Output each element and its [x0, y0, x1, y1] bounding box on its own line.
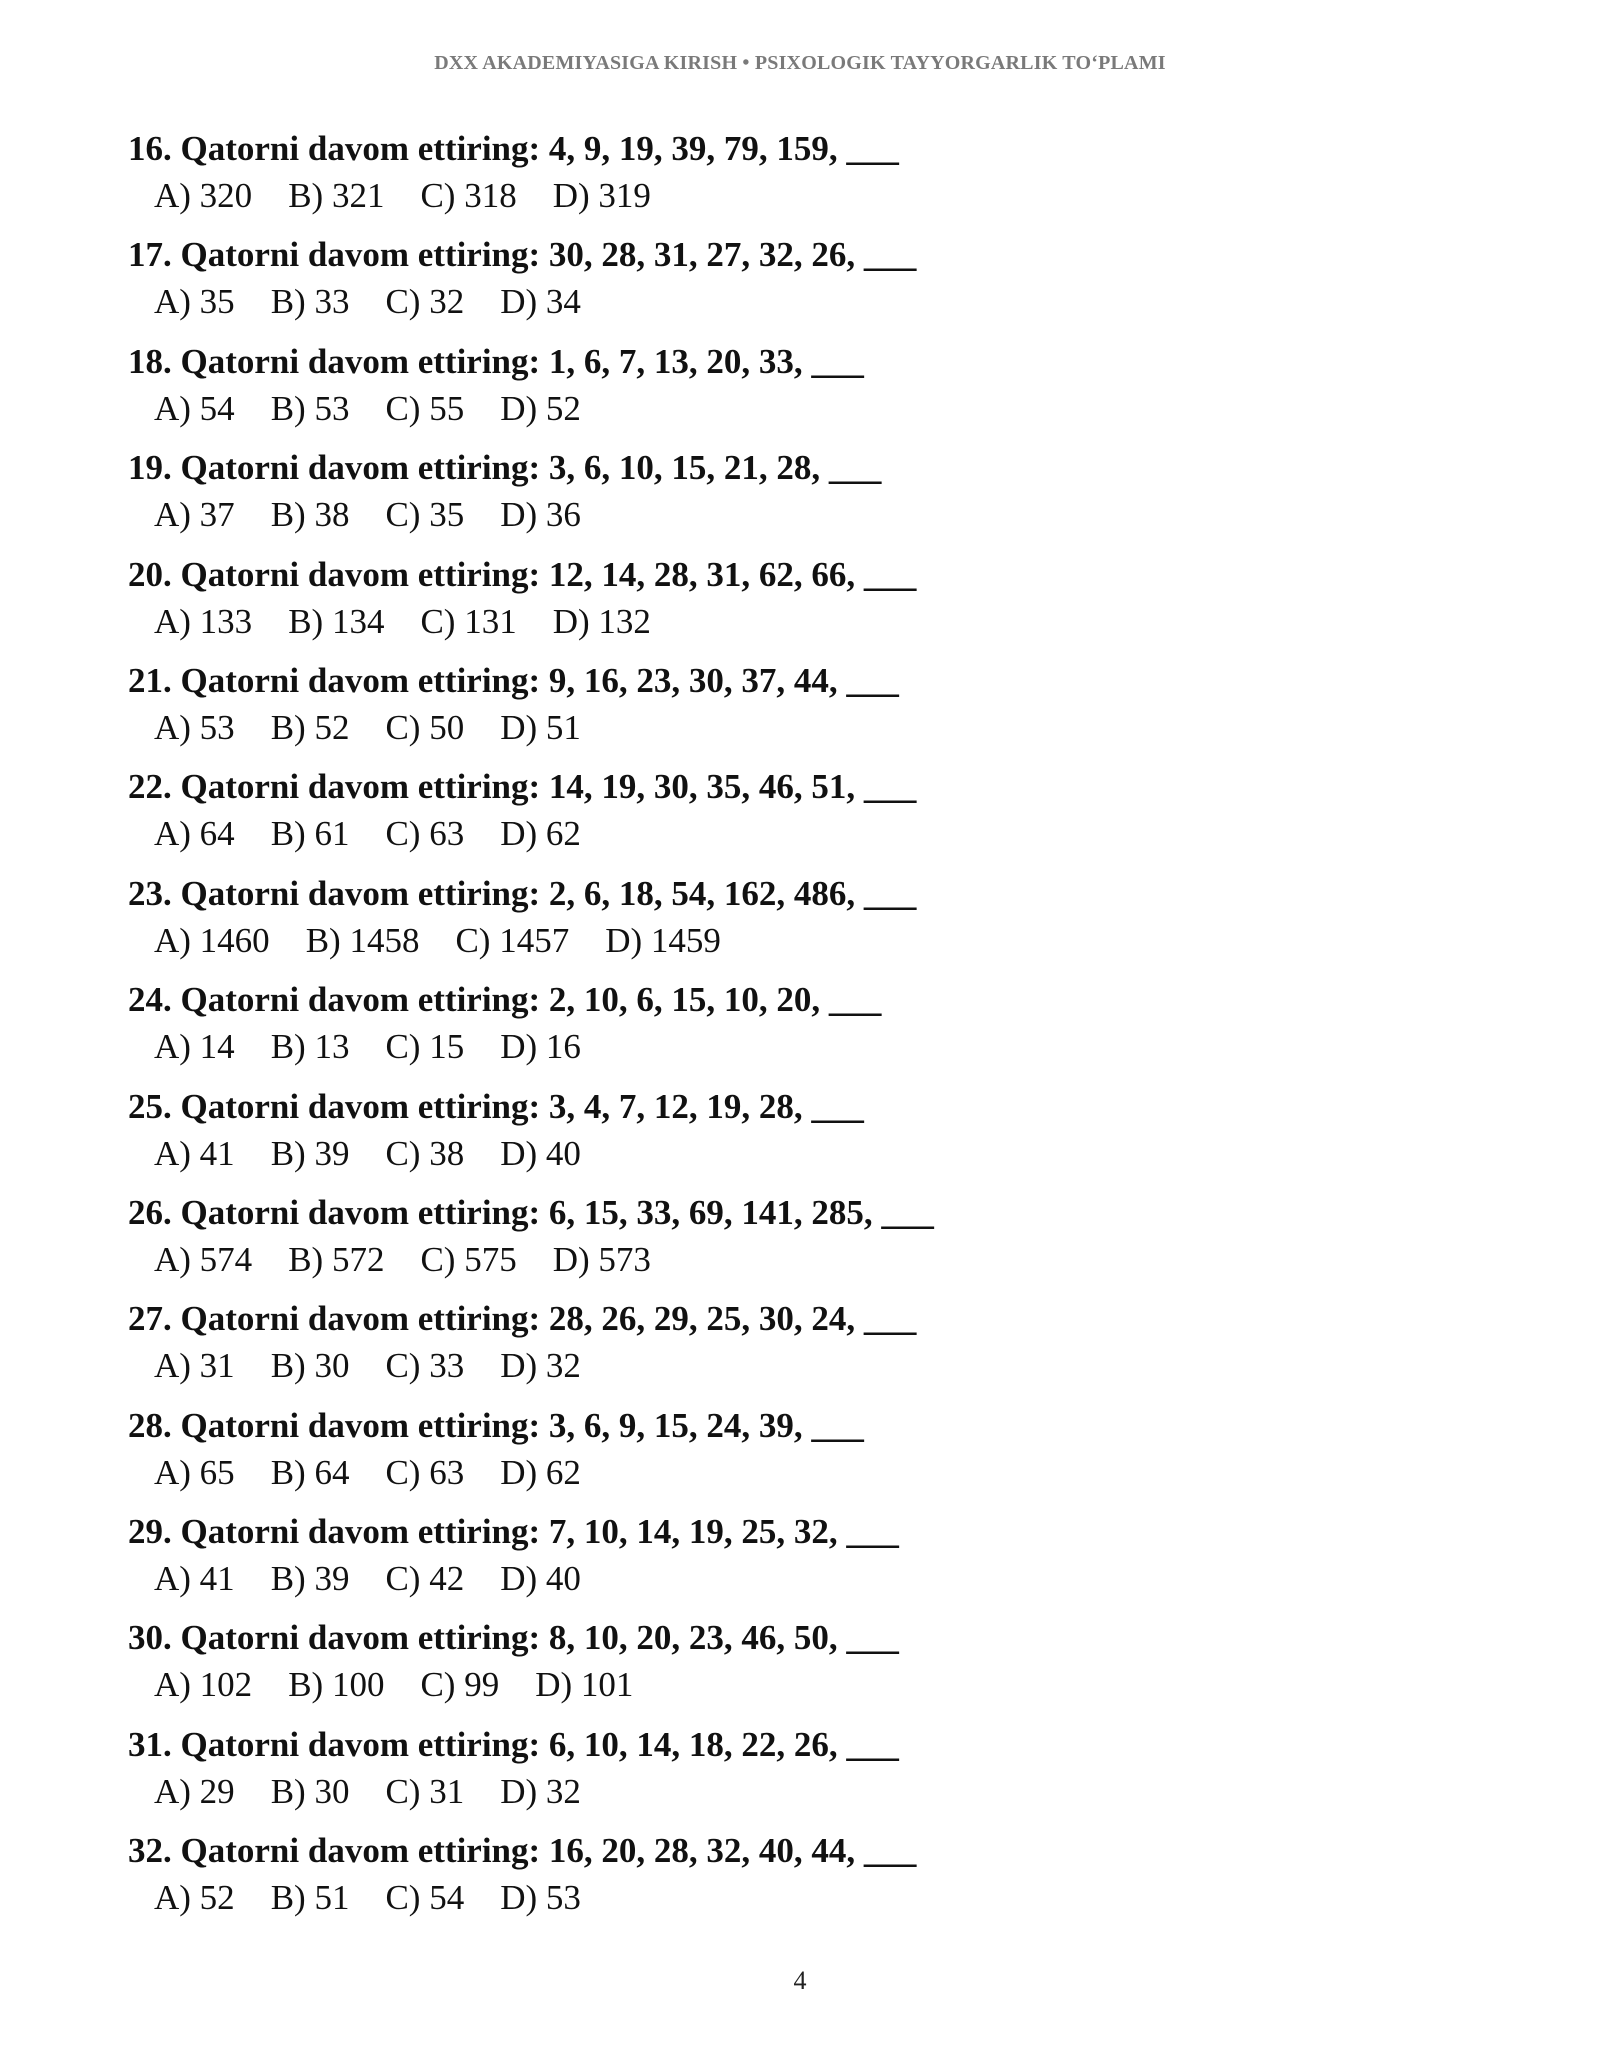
option-c: C) 31: [385, 1771, 465, 1811]
option-d: D) 51: [500, 707, 581, 747]
option-a: A) 65: [154, 1452, 235, 1492]
option-a: A) 1460: [154, 920, 270, 960]
question-text: 23. Qatorni davom ettiring: 2, 6, 18, 54, 162, 486, ___: [128, 873, 917, 913]
question-16: [128, 126, 1528, 232]
question-28: [128, 1403, 1528, 1509]
question-25: [128, 1084, 1528, 1190]
option-d: D) 52: [500, 388, 581, 428]
option-a: A) 31: [154, 1346, 235, 1386]
option-c: C) 63: [385, 1452, 465, 1492]
option-b: B) 53: [270, 388, 350, 428]
question-26: [128, 1190, 1528, 1296]
question-text: 21. Qatorni davom ettiring: 9, 16, 23, 30, 37, 44, ___: [128, 660, 899, 700]
answer-options: [128, 1874, 1528, 1922]
question-text: 25. Qatorni davom ettiring: 3, 4, 7, 12, 19, 28, ___: [128, 1086, 864, 1126]
question-18: [128, 339, 1528, 445]
option-d: D) 16: [500, 1027, 581, 1067]
option-d: D) 62: [500, 1452, 581, 1492]
option-d: D) 40: [500, 1559, 581, 1599]
answer-options: [128, 1130, 1528, 1178]
option-d: D) 319: [552, 176, 651, 215]
answer-options: [128, 491, 1528, 539]
option-b: B) 61: [270, 814, 350, 854]
question-23: [128, 871, 1528, 977]
option-d: D) 132: [552, 601, 651, 641]
question-text: 29. Qatorni davom ettiring: 7, 10, 14, 19, 25, 32, ___: [128, 1512, 899, 1552]
option-c: C) 1457: [455, 920, 570, 960]
option-d: D) 32: [500, 1771, 581, 1811]
option-a: A) 320: [154, 176, 253, 215]
option-c: C) 131: [420, 601, 517, 641]
answer-options: [128, 1555, 1528, 1603]
question-text: 31. Qatorni davom ettiring: 6, 10, 14, 18, 22, 26, ___: [128, 1724, 899, 1764]
option-a: A) 64: [154, 814, 235, 854]
option-a: A) 102: [154, 1665, 253, 1705]
question-text: 18. Qatorni davom ettiring: 1, 6, 7, 13, 20, 33, ___: [128, 341, 864, 381]
question-text: 22. Qatorni davom ettiring: 14, 19, 30, 35, 46, 51, ___: [128, 767, 917, 807]
question-text: 30. Qatorni davom ettiring: 8, 10, 20, 23, 46, 50, ___: [128, 1618, 899, 1658]
question-30: [128, 1615, 1528, 1721]
option-a: A) 29: [154, 1771, 235, 1811]
question-text: 27. Qatorni davom ettiring: 28, 26, 29, 25, 30, 24, ___: [128, 1299, 917, 1339]
answer-options: [128, 172, 1528, 220]
option-d: D) 1459: [605, 920, 721, 960]
page-header: DXX AKADEMIYASIGA KIRISH • PSIXOLOGIK TAYYORGARLIK TO‘PLAMI: [434, 52, 1166, 74]
option-a: A) 53: [154, 707, 235, 747]
option-c: C) 32: [385, 282, 465, 322]
option-c: C) 575: [420, 1239, 517, 1279]
question-32: [128, 1828, 1528, 1934]
question-text: 17. Qatorni davom ettiring: 30, 28, 31, 27, 32, 26, ___: [128, 235, 917, 275]
question-text: 26. Qatorni davom ettiring: 6, 15, 33, 69, 141, 285, ___: [128, 1192, 934, 1232]
option-b: B) 30: [270, 1346, 350, 1386]
option-a: A) 35: [154, 282, 235, 322]
option-b: B) 1458: [305, 920, 420, 960]
option-b: B) 33: [270, 282, 350, 322]
option-c: C) 38: [385, 1133, 465, 1173]
option-c: C) 63: [385, 814, 465, 854]
option-a: A) 14: [154, 1027, 235, 1067]
option-c: C) 55: [385, 388, 465, 428]
option-c: C) 99: [420, 1665, 500, 1705]
option-c: C) 15: [385, 1027, 465, 1067]
answer-options: [128, 1661, 1528, 1709]
option-d: D) 32: [500, 1346, 581, 1386]
option-d: D) 101: [535, 1665, 634, 1705]
option-a: A) 41: [154, 1133, 235, 1173]
option-b: B) 572: [288, 1239, 385, 1279]
option-a: A) 133: [154, 601, 253, 641]
option-b: B) 100: [288, 1665, 385, 1705]
answer-options: [128, 278, 1528, 326]
option-b: B) 13: [270, 1027, 350, 1067]
option-a: A) 54: [154, 388, 235, 428]
option-d: D) 36: [500, 495, 581, 535]
page-number: 4: [793, 1966, 807, 1995]
question-text: 16. Qatorni davom ettiring: 4, 9, 19, 39, 79, 159, ___: [128, 129, 899, 168]
answer-options: [128, 385, 1528, 433]
option-b: B) 39: [270, 1559, 350, 1599]
option-c: C) 42: [385, 1559, 465, 1599]
question-31: [128, 1722, 1528, 1828]
option-b: B) 39: [270, 1133, 350, 1173]
question-list: [128, 126, 1528, 1935]
option-b: B) 64: [270, 1452, 350, 1492]
answer-options: [128, 1449, 1528, 1497]
answer-options: [128, 1342, 1528, 1390]
question-text: 32. Qatorni davom ettiring: 16, 20, 28, 32, 40, 44, ___: [128, 1831, 917, 1871]
answer-options: [128, 1023, 1528, 1071]
question-text: 28. Qatorni davom ettiring: 3, 6, 9, 15, 24, 39, ___: [128, 1405, 864, 1445]
question-27: [128, 1296, 1528, 1402]
question-29: [128, 1509, 1528, 1615]
option-a: A) 574: [154, 1239, 253, 1279]
question-19: [128, 445, 1528, 551]
option-b: B) 51: [270, 1878, 350, 1918]
option-b: B) 134: [288, 601, 385, 641]
option-d: D) 53: [500, 1878, 581, 1918]
answer-options: [128, 917, 1528, 965]
answer-options: [128, 598, 1528, 646]
question-text: 24. Qatorni davom ettiring: 2, 10, 6, 15, 10, 20, ___: [128, 980, 882, 1020]
option-b: B) 321: [288, 176, 385, 215]
option-b: B) 38: [270, 495, 350, 535]
question-text: 20. Qatorni davom ettiring: 12, 14, 28, 31, 62, 66, ___: [128, 554, 917, 594]
question-21: [128, 658, 1528, 764]
answer-options: [128, 1236, 1528, 1284]
question-22: [128, 764, 1528, 870]
option-c: C) 54: [385, 1878, 465, 1918]
question-text: 19. Qatorni davom ettiring: 3, 6, 10, 15, 21, 28, ___: [128, 448, 882, 488]
option-d: D) 34: [500, 282, 581, 322]
option-b: B) 30: [270, 1771, 350, 1811]
answer-options: [128, 1768, 1528, 1816]
option-c: C) 50: [385, 707, 465, 747]
question-17: [128, 232, 1528, 338]
option-a: A) 52: [154, 1878, 235, 1918]
question-24: [128, 977, 1528, 1083]
option-d: D) 40: [500, 1133, 581, 1173]
option-a: A) 41: [154, 1559, 235, 1599]
option-a: A) 37: [154, 495, 235, 535]
question-20: [128, 552, 1528, 658]
option-c: C) 318: [420, 176, 517, 215]
option-c: C) 33: [385, 1346, 465, 1386]
answer-options: [128, 704, 1528, 752]
option-c: C) 35: [385, 495, 465, 535]
option-d: D) 62: [500, 814, 581, 854]
answer-options: [128, 810, 1528, 858]
option-b: B) 52: [270, 707, 350, 747]
option-d: D) 573: [552, 1239, 651, 1279]
